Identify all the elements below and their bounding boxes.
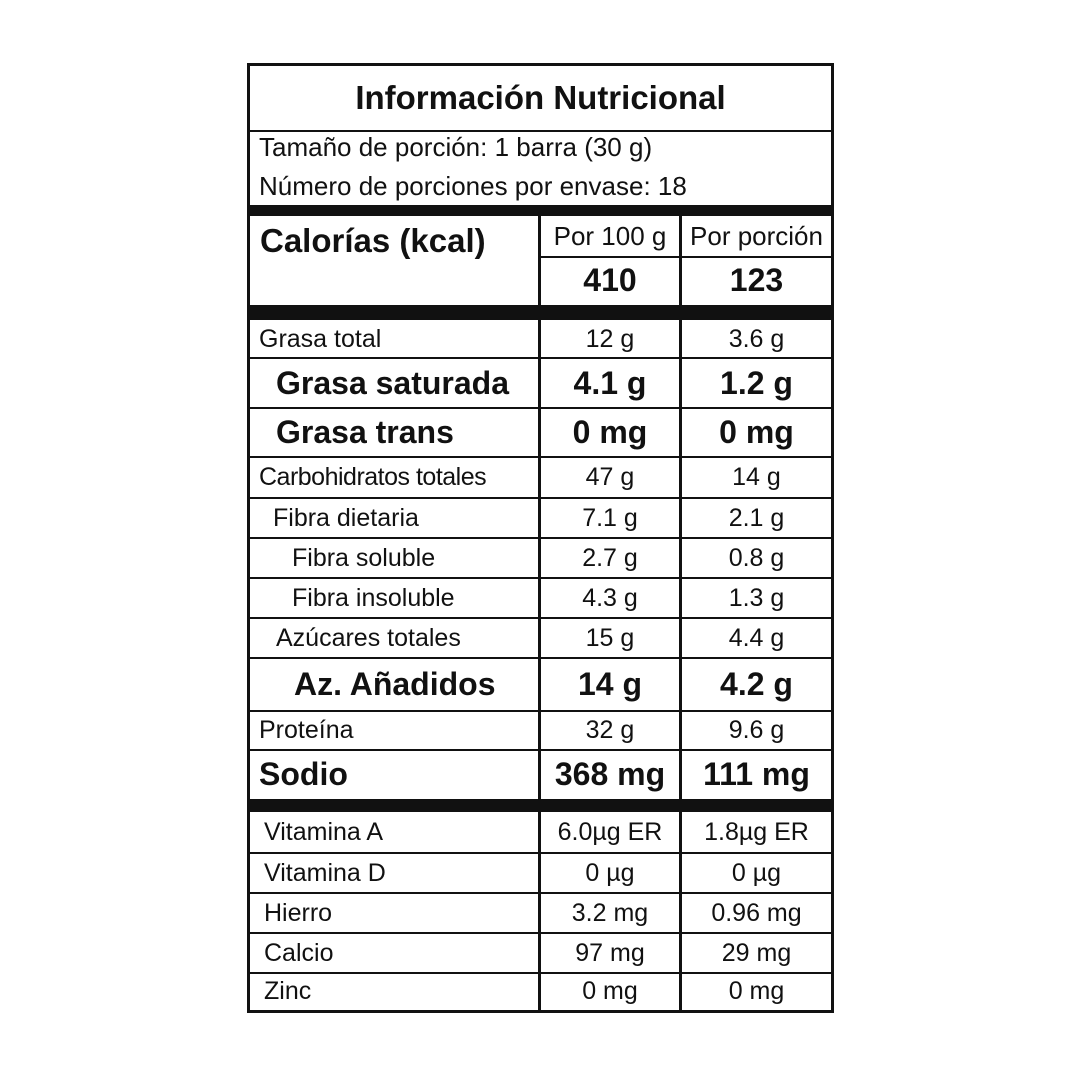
column-divider — [538, 973, 541, 1010]
value-per-portion: 0 mg — [719, 414, 794, 450]
value-per-portion: 29 mg — [721, 938, 792, 967]
value-per-100g: 14 g — [577, 666, 643, 702]
serving-size: Tamaño de porción: 1 barra (30 g) — [259, 132, 653, 162]
value-per-100g: 47 g — [585, 463, 635, 491]
column-divider — [679, 973, 682, 1010]
nutrient-label: Calcio — [264, 938, 334, 967]
value-per-portion: 111 mg — [703, 756, 810, 792]
column-divider — [538, 933, 541, 973]
calories-label: Calorías (kcal) — [260, 222, 486, 259]
column-divider — [679, 358, 682, 408]
column-divider — [538, 750, 541, 799]
thick-divider — [250, 799, 831, 812]
value-per-100g: 12 g — [585, 324, 635, 353]
column-divider — [679, 498, 682, 538]
column-divider — [679, 538, 682, 578]
nutrient-label: Grasa total — [259, 324, 382, 353]
column-header-per-portion: Por porción — [690, 221, 823, 251]
column-divider — [538, 408, 541, 457]
value-per-portion: 14 g — [732, 463, 781, 491]
value-per-100g: 368 mg — [554, 756, 666, 792]
nutrient-label: Carbohidratos totales — [259, 463, 487, 491]
column-divider — [538, 853, 541, 893]
nutrient-label: Fibra soluble — [292, 543, 436, 572]
nutrient-label: Proteína — [259, 716, 354, 744]
value-per-portion: 0 mg — [728, 977, 785, 1005]
value-per-100g: 0 mg — [572, 414, 648, 450]
thick-divider — [250, 205, 831, 216]
column-divider — [679, 658, 682, 711]
column-divider — [679, 578, 682, 618]
nutrient-label: Az. Añadidos — [294, 666, 496, 702]
nutrient-label: Zinc — [264, 977, 312, 1005]
value-per-100g: 2.7 g — [582, 543, 638, 572]
column-divider — [679, 618, 682, 658]
value-per-portion: 9.6 g — [728, 716, 785, 744]
value-per-portion: 0.96 mg — [711, 898, 802, 927]
nutrient-label: Grasa trans — [276, 414, 454, 450]
value-per-100g: 7.1 g — [582, 503, 638, 532]
value-per-portion: 0.8 g — [728, 543, 785, 572]
column-divider — [538, 812, 541, 853]
column-divider — [679, 750, 682, 799]
column-divider — [538, 358, 541, 408]
column-divider — [679, 457, 682, 498]
value-per-100g: 0 mg — [582, 977, 638, 1005]
column-divider — [538, 498, 541, 538]
divider — [538, 256, 831, 258]
calories-per-portion: 123 — [729, 262, 784, 298]
value-per-portion: 1.8µg ER — [704, 818, 809, 846]
servings-per-container: Número de porciones por envase: 18 — [259, 171, 687, 201]
table-title: Información Nutricional — [355, 79, 726, 116]
column-divider — [679, 933, 682, 973]
column-divider — [679, 320, 682, 358]
nutrition-facts-table — [247, 63, 834, 1013]
value-per-100g: 97 mg — [575, 938, 645, 967]
column-divider — [679, 893, 682, 933]
column-divider — [538, 658, 541, 711]
nutrient-label: Vitamina A — [264, 818, 384, 846]
column-divider — [538, 538, 541, 578]
column-divider — [538, 893, 541, 933]
column-divider — [538, 578, 541, 618]
value-per-100g: 15 g — [585, 623, 635, 652]
value-per-100g: 3.2 mg — [571, 898, 649, 927]
column-divider — [538, 457, 541, 498]
value-per-portion: 2.1 g — [728, 503, 785, 532]
value-per-100g: 4.3 g — [582, 583, 638, 612]
calories-per-100g: 410 — [583, 262, 637, 298]
value-per-portion: 4.2 g — [720, 666, 793, 702]
value-per-100g: 32 g — [585, 716, 635, 744]
nutrient-label: Sodio — [259, 756, 348, 792]
column-header-per-100g: Por 100 g — [553, 221, 667, 251]
nutrient-label: Fibra insoluble — [292, 583, 455, 612]
value-per-portion: 1.2 g — [720, 364, 793, 401]
value-per-portion: 4.4 g — [728, 623, 785, 652]
value-per-portion: 0 µg — [731, 858, 782, 887]
value-per-100g: 6.0µg ER — [557, 818, 663, 846]
nutrient-label: Vitamina D — [264, 858, 386, 887]
value-per-100g: 0 µg — [585, 858, 635, 887]
column-divider — [679, 711, 682, 750]
column-divider — [538, 711, 541, 750]
column-divider — [679, 408, 682, 457]
nutrient-label: Fibra dietaria — [273, 503, 419, 532]
nutrient-label: Azúcares totales — [276, 623, 461, 652]
column-divider — [538, 618, 541, 658]
column-divider — [679, 853, 682, 893]
value-per-portion: 1.3 g — [728, 583, 785, 612]
column-divider — [679, 812, 682, 853]
nutrient-label: Hierro — [264, 898, 333, 927]
column-divider — [538, 320, 541, 358]
value-per-100g: 4.1 g — [573, 364, 647, 401]
value-per-portion: 3.6 g — [728, 324, 785, 353]
nutrient-label: Grasa saturada — [276, 364, 510, 401]
thick-divider — [250, 305, 831, 320]
